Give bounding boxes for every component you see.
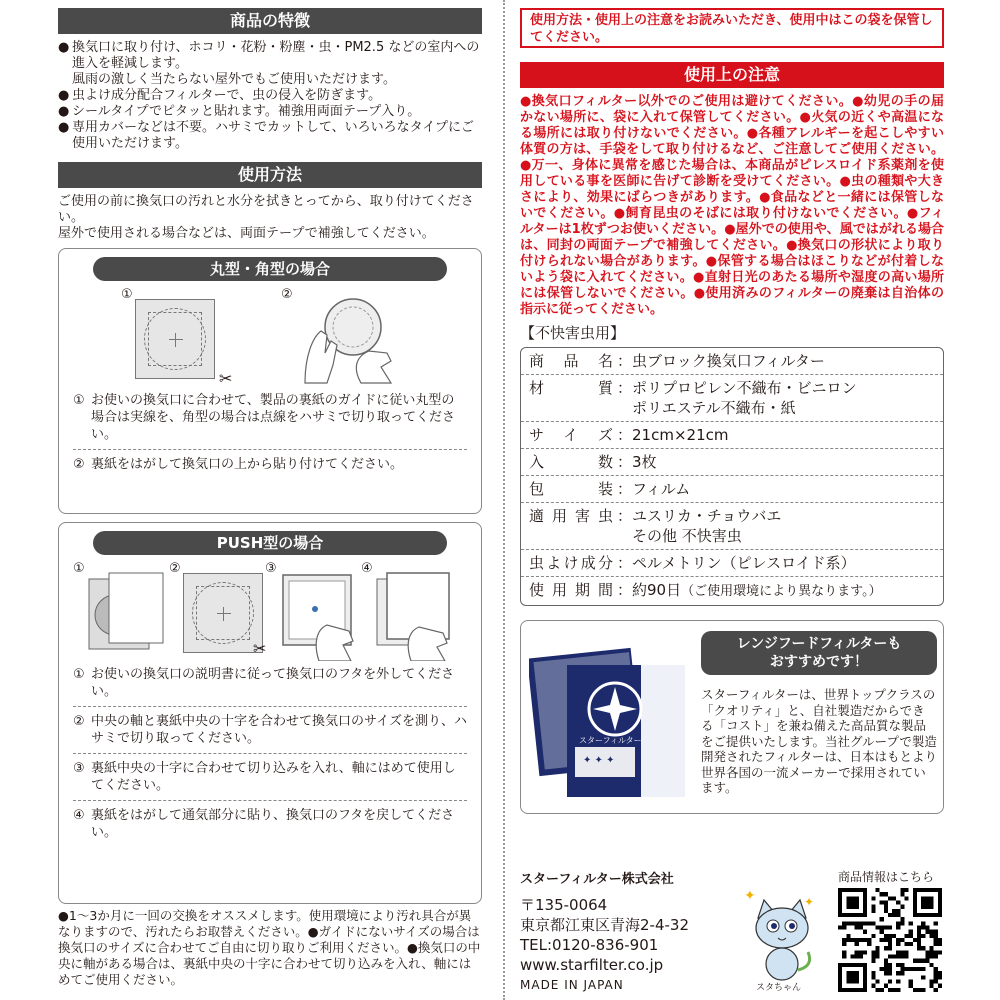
filter-sheet-illustration <box>183 573 263 653</box>
package-label: スターフィルター <box>579 736 642 745</box>
svg-text:✦: ✦ <box>744 888 756 904</box>
spec-row: サイズ ： 21cm×21cm <box>521 421 943 448</box>
spec-value: ポリプロピレン不織布・ビニロン ポリエステル不織布・紙 <box>632 379 857 417</box>
feature-item: 風雨の激しく当たらない屋外でもご使用いただけます。 <box>72 72 396 87</box>
spec-value: ペルメトリン（ピレスロイド系） <box>632 554 856 572</box>
push-fig-1: ① <box>87 563 167 658</box>
spec-key: 適用害虫 <box>529 507 613 525</box>
separator <box>73 753 467 754</box>
spec-value: 21cm×21cm <box>632 426 729 444</box>
right-column <box>520 8 944 1000</box>
spec-value: ユスリカ・チョウバエ その他 不快害虫 <box>632 507 782 545</box>
spec-row: 材質 ： ポリプロピレン不織布・ビニロン ポリエステル不織布・紙 <box>521 374 943 421</box>
spec-row: 商品名 ： 虫ブロック換気口フィルター <box>521 348 943 374</box>
fig-number: ② <box>281 287 293 302</box>
round-fig-2 <box>281 287 385 384</box>
push-step-2: ② 中央の軸と裏紙中央の十字を合わせて換気口のサイズを測り、ハサミで切り取ってください。 <box>73 714 467 746</box>
scissors-icon: ✂ <box>253 639 267 658</box>
usage-intro-1: ご使用の前に換気口の汚れと水分を拭きとってから、取り付けてください。 <box>58 194 474 225</box>
push-fig-4: ④ <box>375 563 455 658</box>
spec-key: 商品名 <box>529 352 613 370</box>
scissors-icon: ✂ <box>219 369 233 388</box>
push-type-title: PUSH型の場合 <box>93 531 447 555</box>
features-title: 商品の特徴 <box>58 8 482 34</box>
round-square-panel <box>58 248 482 514</box>
replacement-note: ●1〜3か月に一回の交換をオススメします。使用環境により汚れ具合が異なりますので、汚れたらお取替えください。●ガイドにないサイズの場合は換気口のサイズに合わせてご自由に切り取りご利用ください。●換気口の中央に軸がある場合は、裏紙中央の十字に合わせて切り込みを入れ、軸にはめてご使用ください。 <box>58 908 481 987</box>
website-url[interactable]: www.starfilter.co.jp <box>520 956 664 974</box>
telephone: TEL:0120-836-901 <box>520 936 659 954</box>
spec-key: 使用期間 <box>529 581 613 599</box>
made-in-japan: MADE IN JAPAN <box>520 978 624 992</box>
filter-sheet-illustration <box>135 299 215 379</box>
spec-key: 入数 <box>529 453 613 471</box>
spec-key: サイズ <box>529 426 613 444</box>
mascot-cat-illustration <box>742 884 822 994</box>
push-fig-2: ② ✂ <box>169 561 267 658</box>
keep-bag-notice: 使用方法・使用上の注意をお読みいただき、使用中はこの袋を保管してください。 <box>520 8 944 48</box>
push-type-panel <box>58 522 482 904</box>
push-figures <box>73 563 467 658</box>
spec-row: 虫よけ成分 ： ペルメトリン（ピレスロイド系） <box>521 549 943 576</box>
company-info <box>520 868 944 1000</box>
closing-cover-illustration <box>375 571 459 661</box>
spec-key: 包装 <box>529 480 613 498</box>
features-list <box>58 40 482 152</box>
push-step-3: ③ 裏紙中央の十字に合わせて切り込みを入れ、軸にはめて使用してください。 <box>73 761 456 793</box>
spec-row: 適用害虫 ： ユスリカ・チョウバエ その他 不快害虫 <box>521 502 943 549</box>
left-column <box>58 8 482 988</box>
round-step-1: ① お使いの換気口に合わせて、製品の裏紙のガイドに従い丸型の場合は実線を、角型の場合は点線をハサミで切り取ってください。 <box>73 393 456 442</box>
range-hood-filter-package-illustration <box>529 635 699 805</box>
feature-item: ● 専用カバーなどは不要。ハサミでカットして、いろいろなタイプにご使用いただけます。 <box>58 120 474 151</box>
separator <box>73 706 467 707</box>
spec-value: 約90日（ご使用環境により異なります。） <box>632 581 882 599</box>
hand-applying-filter-illustration <box>291 295 401 385</box>
feature-item: ● シールタイプでピタッと貼れます。補強用両面テープ入り。 <box>58 104 421 119</box>
separator <box>73 800 467 801</box>
push-fig-3: ③ <box>279 563 359 658</box>
usage-title: 使用方法 <box>58 162 482 188</box>
cautions-text: ●換気口フィルター以外でのご使用は避けてください。●幼児の手の届かない場所に、袋に入れて保管してください。●火気の近くや高温になる場所には取り付けないでください。●各種アレルギーを起こしやすい体質の方は、手袋をして取り付けるなど、ご注意してご使用ください。●万一、身体に異常を感じた場合は、本商品がピレスロイド系薬剤を使用している事を医師に告げて診断を受けてください。●虫の種類や大きさにより、効果にばらつきがあります。●食品などと一緒には保管しないでください。●飼育昆虫のそばには取り付けないでください。●フィルターは1枚ずつお使いください。●屋外での使用や、風ではがれる場合は、同封の両面テープで補強してください。●換気口の形状により取り付けられない場合があります。●保管する場合はほこりなどが付着しないよう袋に入れてください。●直射日光のあたる場所や湿度の高い場所には保管しないでください。●使用済みのフィルターの廃棄は自治体の指示に従ってください。 <box>520 94 944 317</box>
vent-cover-illustration <box>87 571 167 661</box>
round-square-figures <box>73 287 467 388</box>
company-name: スターフィルター株式会社 <box>520 872 674 887</box>
promo-title: レンジフードフィルターも おすすめです！ <box>701 631 937 675</box>
qr-code[interactable] <box>838 888 942 992</box>
svg-text:✦ ✦ ✦: ✦ ✦ ✦ <box>583 755 615 766</box>
postal-code: 〒135-0064 <box>520 896 608 914</box>
spec-table <box>520 347 944 606</box>
spec-key: 材質 <box>529 379 613 397</box>
spec-row: 使用期間 ： 約90日（ご使用環境により異なります。） <box>521 576 943 605</box>
round-step-2: ② 裏紙をはがして換気口の上から貼り付けてください。 <box>73 457 404 472</box>
spec-heading: 【不快害虫用】 <box>520 324 626 342</box>
spec-row: 包装 ： フィルム <box>521 475 943 502</box>
push-step-4: ④ 裏紙をはがして通気部分に貼り、換気口のフタを戻してください。 <box>73 808 455 840</box>
mascot-name: スタちゃん <box>756 983 802 993</box>
spec-row: 入数 ： 3枚 <box>521 448 943 475</box>
spec-value: フィルム <box>632 480 691 498</box>
spec-value: 虫ブロック換気口フィルター <box>632 352 825 370</box>
address: 東京都江東区青海2-4-32 <box>520 916 689 934</box>
feature-item: ● 虫よけ成分配合フィルターで、虫の侵入を防ぎます。 <box>58 88 382 103</box>
cautions-title: 使用上の注意 <box>520 62 944 88</box>
push-step-1: ① お使いの換気口の説明書に従って換気口のフタを外してください。 <box>73 667 455 699</box>
separator <box>73 449 467 450</box>
usage-intro-2: 屋外で使用される場合などは、両面テープで補強してください。 <box>58 226 435 241</box>
svg-text:✦: ✦ <box>804 895 815 909</box>
hand-pressing-illustration <box>279 571 363 661</box>
fig-number: ① <box>121 287 133 302</box>
promo-box <box>520 620 944 814</box>
column-divider <box>503 0 505 1000</box>
spec-value: 3枚 <box>632 453 657 471</box>
round-fig-1 <box>121 287 233 388</box>
promo-text: スターフィルターは、世界トップクラスの「クオリティ」と、自社製造だからできる「コスト」を兼ね備えた高品質な製品をご提供いたします。当社グループで製造開発されたフィルターは、日本はもとより世界各国の一流メーカーで採用されています。 <box>701 687 938 795</box>
spec-key: 虫よけ成分 <box>529 554 613 572</box>
round-square-title: 丸型・角型の場合 <box>93 257 447 281</box>
feature-item: ● 換気口に取り付け、ホコリ・花粉・粉塵・虫・PM2.5 などの室内への進入を軽減します。 <box>58 40 480 71</box>
qr-label: 商品情報はこちら <box>838 870 935 884</box>
